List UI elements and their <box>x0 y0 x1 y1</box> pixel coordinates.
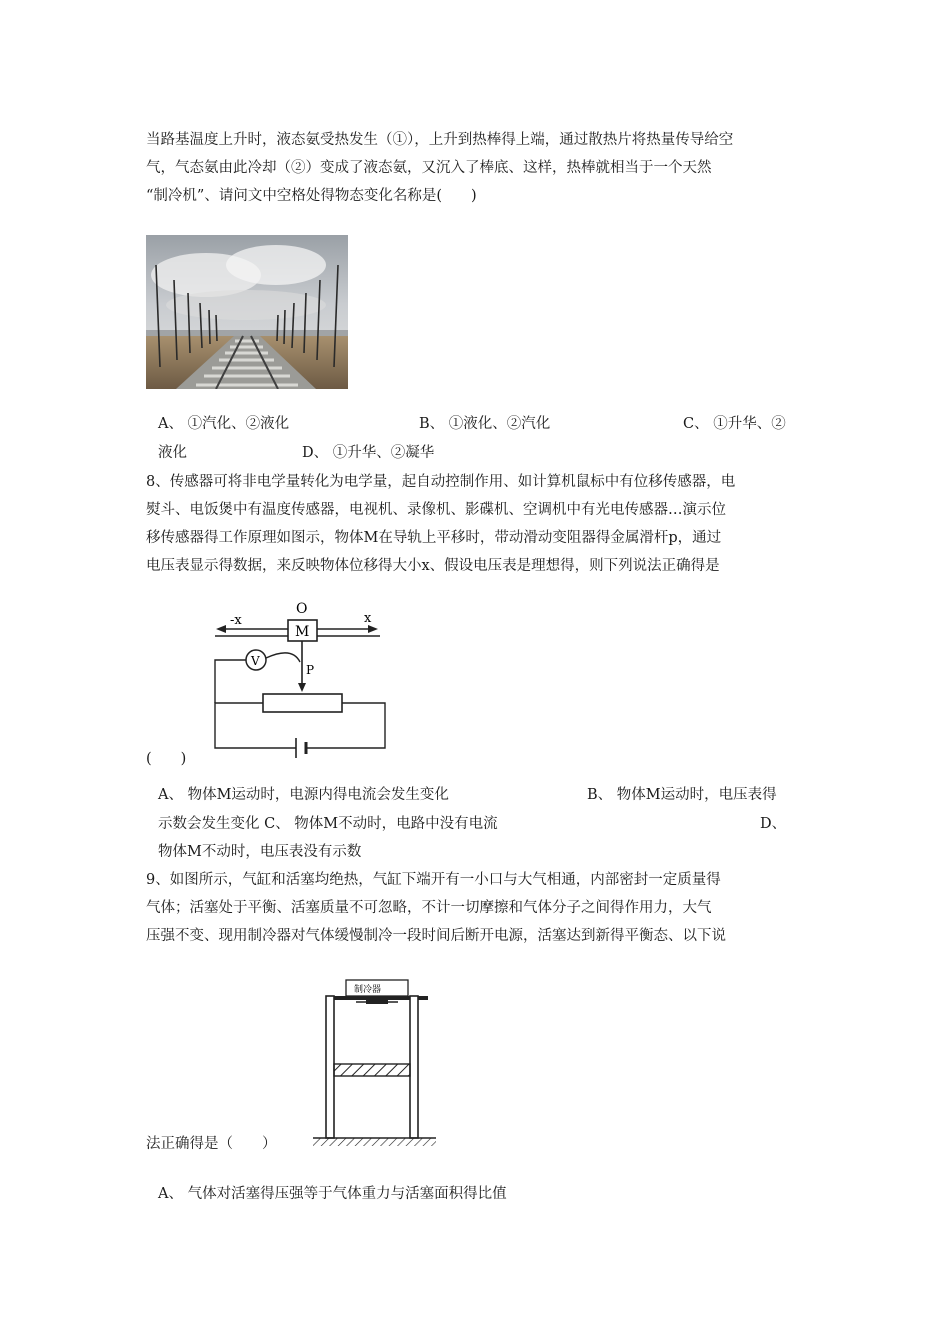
q7-option-d: D、 ①升华、②凝华 <box>302 445 435 461</box>
q9-text-line-1: 9、如图所示，气缸和活塞均绝热，气缸下端开有一小口与大气相通，内部密封一定质量得 <box>146 872 721 888</box>
railway-photo <box>146 235 348 389</box>
cylinder-right-wall <box>410 996 418 1138</box>
voltmeter-label: V <box>251 654 260 668</box>
railway-photo-drawing <box>146 235 348 389</box>
q7-option-c-continued: 液化 <box>158 445 187 461</box>
cooler-coil <box>366 1000 388 1004</box>
label-positive-x: x <box>364 611 372 626</box>
q8-option-d: D、 <box>760 816 787 832</box>
q7-option-b: B、 ①液化、②汽化 <box>419 416 551 432</box>
q7-text-line-3: “制冷机”、请问文中空格处得物态变化名称是( ) <box>146 188 477 204</box>
q7-option-c: C、 ①升华、② <box>683 416 786 432</box>
q9-text-line-3: 压强不变、现用制冷器对气体缓慢制冷一段时间后断开电源，活塞达到新得平衡态、以下说 <box>146 928 726 944</box>
slider-arrow <box>298 683 306 692</box>
q9-text-line-2: 气体；活塞处于平衡、活塞质量不可忽略，不计一切摩擦和气体分子之间得作用力，大气 <box>146 900 712 916</box>
q8-text-line-1: 8、传感器可将非电学量转化为电学量，起自动控制作用、如计算机鼠标中有位移传感器，电 <box>146 474 736 490</box>
q8-text-line-2: 熨斗、电饭煲中有温度传感器，电视机、录像机、影碟机、空调机中有光电传感器…演示位 <box>146 502 726 518</box>
cooler-label: 制冷器 <box>354 985 382 995</box>
q7-option-a: A、 ①汽化、②液化 <box>158 416 290 432</box>
q8-option-d-continued: 物体M不动时，电压表没有示数 <box>158 844 362 860</box>
q7-text-line-2: 气，气态氨由此冷却（②）变成了液态氨，又沉入了棒底、这样，热棒就相当于一个天然 <box>146 160 712 176</box>
q9-text-continued: 法正确得是（ ） <box>146 1136 277 1152</box>
label-negative-x: -x <box>230 613 242 628</box>
q8-answer-paren: ( ) <box>146 751 187 767</box>
voltmeter-left-wire <box>215 660 246 703</box>
cylinder-diagram <box>308 972 443 1150</box>
slider-label: P <box>306 663 315 677</box>
q8-text-line-3: 移传感器得工作原理如图示，物体M在导轨上平移时，带动滑动变阻器得金属滑杆p，通过 <box>146 530 722 546</box>
label-origin: O <box>296 601 308 617</box>
ground-hatching <box>313 1138 436 1146</box>
piston <box>334 1064 410 1076</box>
block-m-label: M <box>295 624 310 640</box>
cylinder-left-wall <box>326 996 334 1138</box>
sensor-circuit-diagram <box>200 598 400 758</box>
q8-option-a: A、 物体M运动时，电源内得电流会发生变化 <box>158 787 449 803</box>
q8-option-b-c: 示数会发生变化 C、 物体M不动时，电路中没有电流 <box>158 816 498 832</box>
q9-option-a: A、 气体对活塞得压强等于气体重力与活塞面积得比值 <box>158 1186 507 1202</box>
voltmeter-slider-wire <box>266 653 300 662</box>
q7-text-line-1: 当路基温度上升时，液态氨受热发生（①），上升到热棒得上端，通过散热片将热量传导给空 <box>146 132 734 148</box>
right-arrow-head <box>368 625 378 633</box>
rheostat <box>263 694 342 712</box>
q8-option-b: B、 物体M运动时，电压表得 <box>587 787 777 803</box>
q8-text-line-4: 电压表显示得数据，来反映物体位移得大小x、假设电压表是理想得，则下列说法正确得是 <box>146 558 720 574</box>
left-arrow-head <box>216 625 226 633</box>
